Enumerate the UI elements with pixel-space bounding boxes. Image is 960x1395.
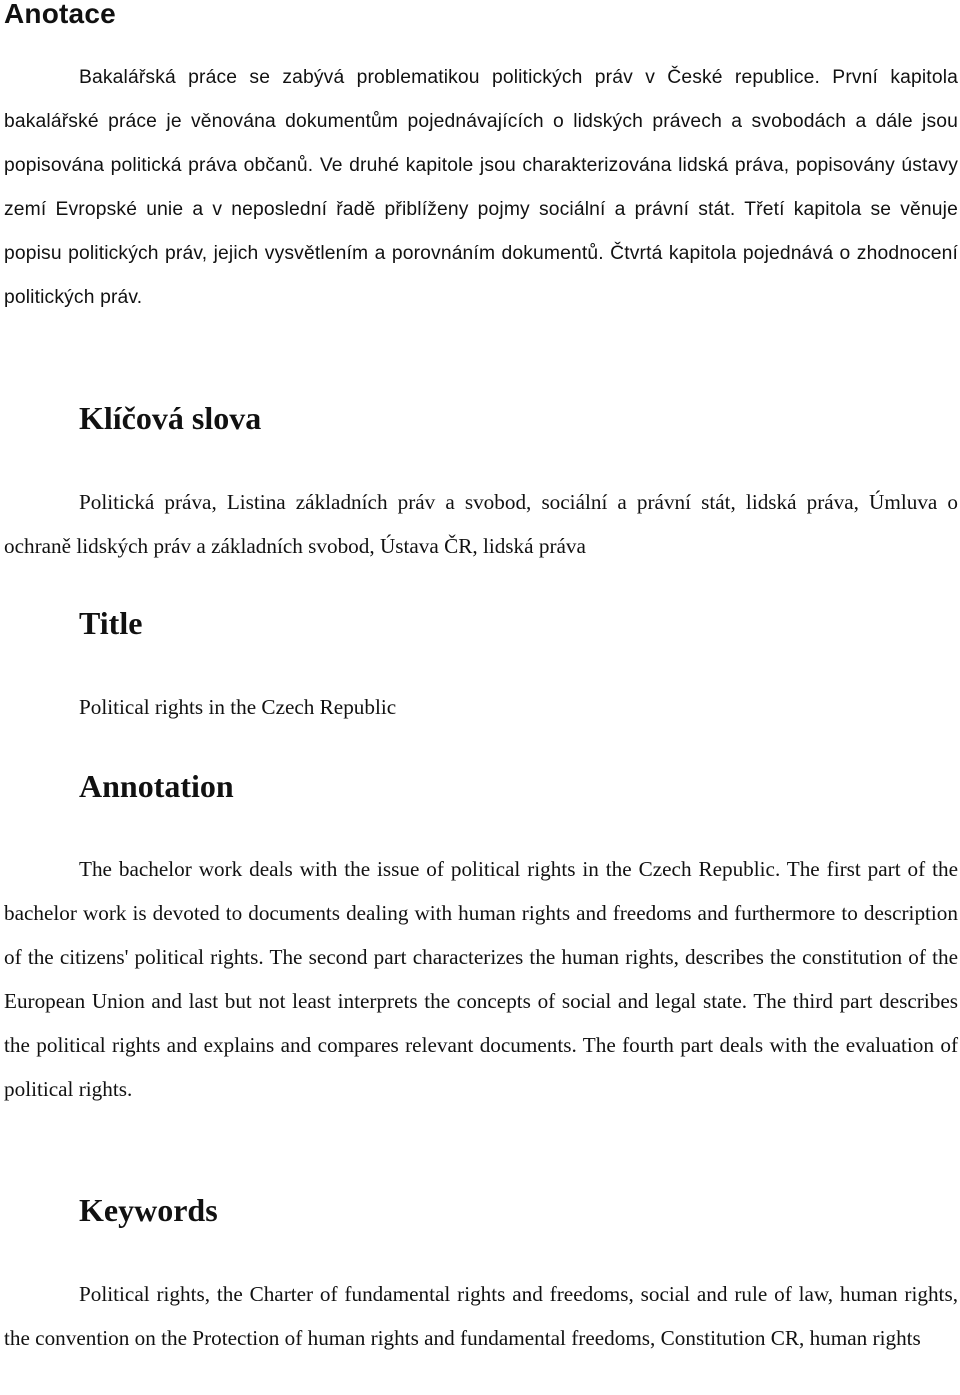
keywords-heading: Keywords [79, 1192, 218, 1228]
annotation-paragraph: The bachelor work deals with the issue of political rights in the Czech Republic. The first part of the bachelor work is devoted to documents dealing with human rights and freedoms and furthermore to description of the citizens' political rights. The second part characterizes the human rights, describes the constitution of the European Union and last but not least interprets the concepts of social and legal state. The third part describes the political rights and explains and compares relevant documents. The fourth part deals with the evaluation of political rights. [4, 857, 958, 1101]
title-paragraph: Political rights in the Czech Republic [79, 695, 397, 719]
klicova-slova-heading: Klíčová slova [79, 400, 262, 436]
klicova-slova-paragraph: Politická práva, Listina základních práv a svobod, sociální a právní stát, lidská práva, Úmluva o ochraně lidských práv a základních svobod, Ústava ČR, lidská práva [4, 490, 958, 558]
anotace-paragraph: Bakalářská práce se zabývá problematikou politických práv v České republice. První kapitola bakalářské práce je věnována dokumentům pojednávajících o lidských právech a svobodách a dále jsou popisována politická práva občanů. Ve druhé kapitole jsou charakterizována lidská práva, popisovány ústavy zemí Evropské unie a v neposlední řadě přiblíženy pojmy sociální a právní stát. Třetí kapitola se věnuje popisu politických práv, jejich vysvětlením a porovnáním dokumentů. Čtvrtá kapitola pojednává o zhodnocení politických práv. [4, 67, 958, 308]
title-heading: Title [79, 605, 143, 641]
annotation-heading: Annotation [79, 768, 234, 804]
anotace-heading: Anotace [4, 0, 116, 29]
keywords-paragraph: Political rights, the Charter of fundamental rights and freedoms, social and rule of law, human rights, the convention on the Protection of human rights and fundamental freedoms, Constitution CR, human rights [4, 1282, 958, 1350]
